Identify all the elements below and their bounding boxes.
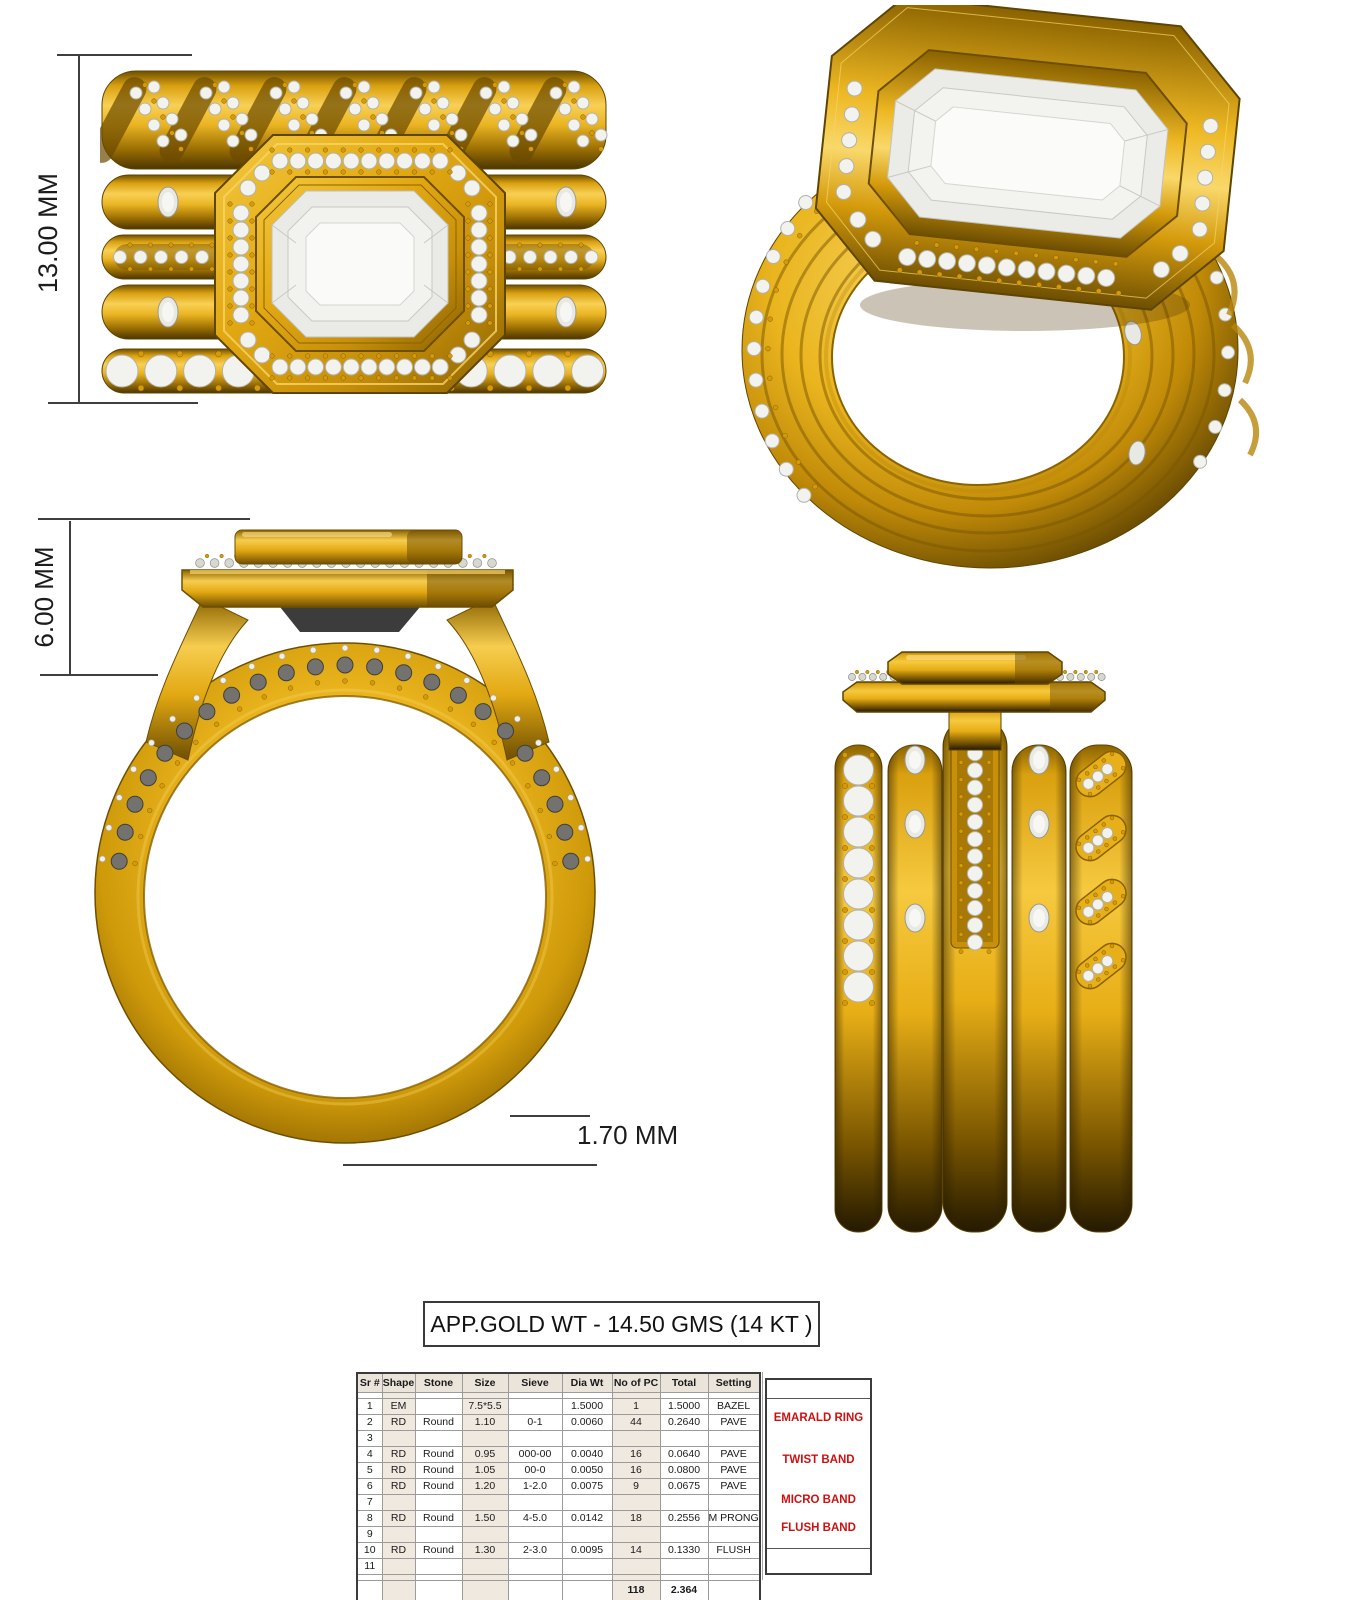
cell: Round — [415, 1447, 462, 1463]
cell: 44 — [612, 1415, 660, 1431]
table-row — [357, 1559, 760, 1575]
cell: Round — [415, 1543, 462, 1559]
table-right-divider — [762, 1372, 763, 1580]
cell: 1.5000 — [660, 1399, 708, 1415]
render-perspective-view — [735, 5, 1285, 570]
cell — [708, 1581, 760, 1600]
spec-table-header — [357, 1373, 760, 1393]
table-row — [357, 1415, 760, 1431]
dim-6mm-extension-line — [69, 521, 71, 674]
cell — [508, 1527, 562, 1543]
bezel-head-perspective — [809, 5, 1247, 317]
dim-170mm-lower-tick — [343, 1164, 597, 1166]
dim-6mm-top-tick — [38, 518, 250, 520]
cell — [612, 1431, 660, 1447]
cell: 1-2.0 — [508, 1479, 562, 1495]
table-row — [357, 1463, 760, 1479]
cell — [462, 1527, 508, 1543]
band-twist-profile — [1070, 745, 1132, 1232]
cell — [708, 1559, 760, 1575]
cell — [612, 1527, 660, 1543]
cell: 0.0095 — [562, 1543, 612, 1559]
cell: PAVE — [708, 1447, 760, 1463]
cell: 6 — [357, 1479, 382, 1495]
cell: 0.0060 — [562, 1415, 612, 1431]
dim-170mm-upper-tick — [510, 1115, 590, 1117]
dim-13mm-extension-line — [78, 56, 80, 402]
under-gallery — [280, 607, 420, 632]
render-front-stack-view — [100, 63, 608, 400]
render-stack-profile-view — [800, 632, 1145, 1235]
cell: 1.10 — [462, 1415, 508, 1431]
cell — [415, 1495, 462, 1511]
column-header: Size — [462, 1373, 508, 1393]
table-row — [357, 1447, 760, 1463]
column-header: Setting — [708, 1373, 760, 1393]
ring-type-label-panel — [765, 1378, 872, 1575]
cell: RD — [382, 1543, 415, 1559]
cell: 000-00 — [508, 1447, 562, 1463]
cell — [660, 1495, 708, 1511]
cell — [660, 1527, 708, 1543]
table-row — [357, 1399, 760, 1415]
cell: 1.05 — [462, 1463, 508, 1479]
head-height-dimension-label: 6.00 MM — [29, 546, 59, 648]
cell — [415, 1527, 462, 1543]
band-prong-profile — [835, 745, 882, 1232]
cell — [660, 1559, 708, 1575]
cell: Round — [415, 1479, 462, 1495]
cell: 4-5.0 — [508, 1511, 562, 1527]
table-row — [357, 1543, 760, 1559]
cell — [562, 1559, 612, 1575]
cell — [612, 1559, 660, 1575]
bezel-stem — [949, 708, 1001, 750]
total-row — [357, 1581, 760, 1600]
cell — [562, 1495, 612, 1511]
cell — [415, 1431, 462, 1447]
cell: 0.0675 — [660, 1479, 708, 1495]
cell: 16 — [612, 1463, 660, 1479]
cell — [415, 1559, 462, 1575]
cell: 1.30 — [462, 1543, 508, 1559]
cell: RD — [382, 1511, 415, 1527]
cell: 10 — [357, 1543, 382, 1559]
cell: 9 — [612, 1479, 660, 1495]
column-header: Dia Wt — [562, 1373, 612, 1393]
cell: 0.0640 — [660, 1447, 708, 1463]
cell: BAZEL — [708, 1399, 760, 1415]
table-row — [357, 1527, 760, 1543]
cell: 0.1330 — [660, 1543, 708, 1559]
emerald-cut-stone-perspective — [884, 65, 1172, 242]
cell: 2 — [357, 1415, 382, 1431]
band-flush-profile-right — [1012, 745, 1066, 1232]
cell: 118 — [612, 1581, 660, 1600]
cell: Round — [415, 1415, 462, 1431]
cell — [508, 1559, 562, 1575]
column-header: Sieve — [508, 1373, 562, 1393]
table-row — [357, 1511, 760, 1527]
cell: 5 — [357, 1463, 382, 1479]
cell: 0.2556 — [660, 1511, 708, 1527]
cell: PAVE — [708, 1415, 760, 1431]
cell: PAVE — [708, 1479, 760, 1495]
cell: 8 — [357, 1511, 382, 1527]
cell — [382, 1581, 415, 1600]
cell — [708, 1495, 760, 1511]
panel-divider-bottom — [767, 1548, 870, 1549]
table-row — [357, 1479, 760, 1495]
cell: 7.5*5.5 — [462, 1399, 508, 1415]
cell: 0.0050 — [562, 1463, 612, 1479]
cell: 0-1 — [508, 1415, 562, 1431]
cell — [462, 1431, 508, 1447]
gold-weight-title: APP.GOLD WT - 14.50 GMS (14 KT ) — [423, 1301, 820, 1347]
band-flush-profile-left — [888, 745, 942, 1232]
cell — [415, 1399, 462, 1415]
cell: RD — [382, 1479, 415, 1495]
cell: 16 — [612, 1447, 660, 1463]
cell — [660, 1431, 708, 1447]
cell — [508, 1431, 562, 1447]
cell — [562, 1581, 612, 1600]
label-micro-band: MICRO BAND — [781, 1494, 856, 1506]
cell: 2-3.0 — [508, 1543, 562, 1559]
cell: 1.20 — [462, 1479, 508, 1495]
cell — [382, 1527, 415, 1543]
cell — [415, 1581, 462, 1600]
cell — [508, 1581, 562, 1600]
stack-height-dimension-label: 13.00 MM — [33, 172, 63, 294]
emerald-cut-stone — [272, 191, 448, 337]
cell: 11 — [357, 1559, 382, 1575]
cell: 1 — [612, 1399, 660, 1415]
cell: 2.364 — [660, 1581, 708, 1600]
cell — [382, 1495, 415, 1511]
bezel-halo-head — [215, 135, 505, 393]
cell — [357, 1581, 382, 1600]
spec-table — [356, 1372, 761, 1600]
label-twist-band: TWIST BAND — [782, 1454, 855, 1466]
band-micro-profile — [943, 717, 1007, 1232]
cell: 0.2640 — [660, 1415, 708, 1431]
cell — [508, 1495, 562, 1511]
label-flush-band: FLUSH BAND — [781, 1522, 856, 1534]
cell: 1.50 — [462, 1511, 508, 1527]
cell: 1.5000 — [562, 1399, 612, 1415]
column-header: Stone — [415, 1373, 462, 1393]
label-emerald-ring: EMARALD RING — [773, 1412, 864, 1424]
cell: 3 — [357, 1431, 382, 1447]
column-header: Total — [660, 1373, 708, 1393]
cell — [708, 1527, 760, 1543]
cell — [462, 1581, 508, 1600]
dim-6mm-bottom-tick — [40, 674, 158, 676]
cell — [462, 1559, 508, 1575]
bezel-block-profile — [888, 652, 1062, 684]
cell: 0.0800 — [660, 1463, 708, 1479]
table-row — [357, 1431, 760, 1447]
cell — [562, 1431, 612, 1447]
cell: 0.0142 — [562, 1511, 612, 1527]
cell: Round — [415, 1463, 462, 1479]
cell — [462, 1495, 508, 1511]
cell — [562, 1527, 612, 1543]
cell: EM — [382, 1399, 415, 1415]
cell: M PRONG — [708, 1511, 760, 1527]
cell: Round — [415, 1511, 462, 1527]
cell: 1 — [357, 1399, 382, 1415]
column-header: Shape — [382, 1373, 415, 1393]
column-header: Sr # — [357, 1373, 382, 1393]
cell — [708, 1431, 760, 1447]
table-row — [357, 1495, 760, 1511]
shank-thickness-dimension-label: 1.70 MM — [577, 1120, 679, 1150]
cell: 0.0040 — [562, 1447, 612, 1463]
render-side-view — [72, 500, 617, 1148]
cell: 18 — [612, 1511, 660, 1527]
cell: 7 — [357, 1495, 382, 1511]
bezel-block-side — [235, 530, 462, 564]
cell — [382, 1431, 415, 1447]
halo-plate-side — [182, 570, 513, 607]
cell — [612, 1495, 660, 1511]
halo-plate-profile — [843, 682, 1105, 712]
cell: 14 — [612, 1543, 660, 1559]
cell — [382, 1559, 415, 1575]
cell: 4 — [357, 1447, 382, 1463]
cell: RD — [382, 1447, 415, 1463]
cell: RD — [382, 1463, 415, 1479]
cell — [508, 1399, 562, 1415]
cell: 0.95 — [462, 1447, 508, 1463]
column-header: No of PC — [612, 1373, 660, 1393]
cell: PAVE — [708, 1463, 760, 1479]
cell: RD — [382, 1415, 415, 1431]
dim-13mm-bottom-tick — [48, 402, 198, 404]
cell: 9 — [357, 1527, 382, 1543]
spec-table-body — [357, 1393, 760, 1600]
cell: 00-0 — [508, 1463, 562, 1479]
cell: 0.0075 — [562, 1479, 612, 1495]
cell: FLUSH — [708, 1543, 760, 1559]
panel-divider-top — [767, 1398, 870, 1399]
